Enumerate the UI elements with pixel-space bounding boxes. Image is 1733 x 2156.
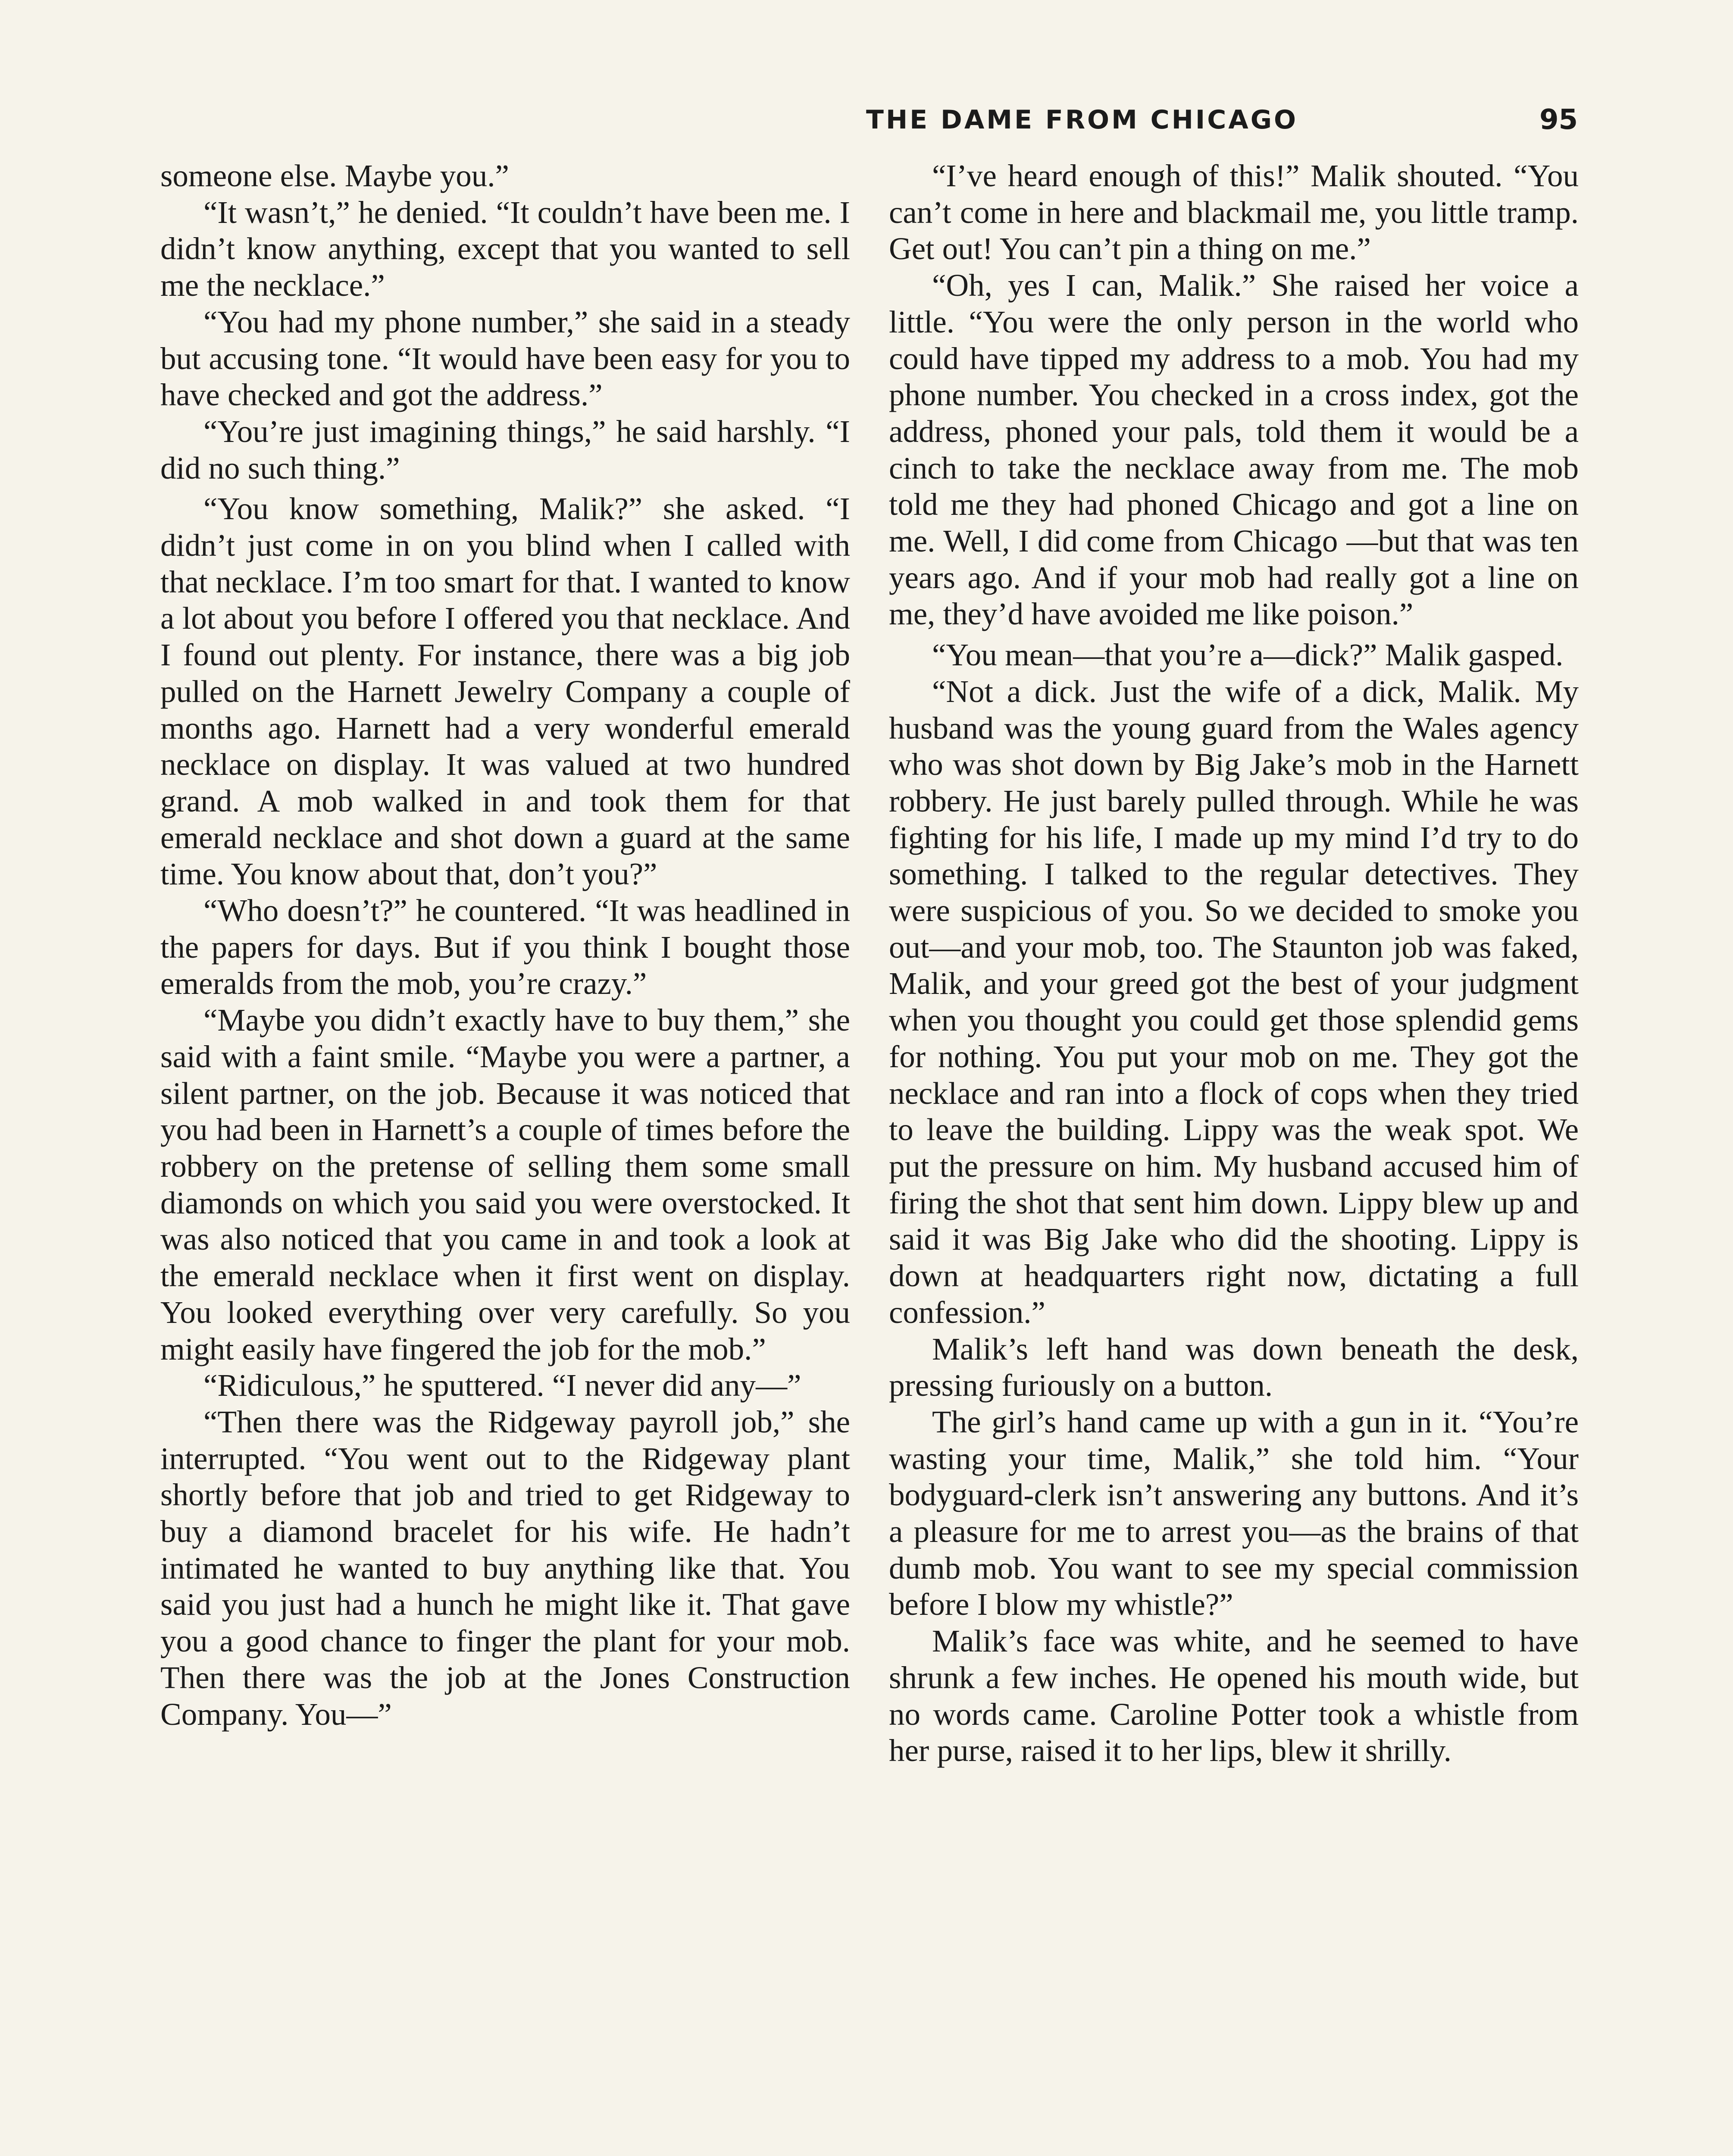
paragraph: “You’re just imagining things,” he said harshly. “I did no such thing.”	[160, 414, 850, 486]
paragraph: “You had my phone number,” she said in a steady but accusing tone. “It would have been easy for you to have checked and got the address.”	[160, 304, 850, 413]
right-text-column	[889, 158, 1579, 1769]
running-head: THE DAME FROM CHICAGO	[866, 105, 1298, 135]
paragraph: someone else. Maybe you.”	[160, 158, 509, 193]
paragraph: “You know something, Malik?” she asked. “I didn’t just come in on you blind when I called with that necklace. I’m too smart for that. I wanted to know a lot about you before I offered you that necklace. And I found out plenty. For instance, there was a big job pulled on the Harnett Jewelry Company a couple of months ago. Harnett had a very wonderful emerald necklace on display. It was valued at two hundred grand. A mob walked in and took them for that emerald necklace and shot down a guard at the same time. You know about that, don’t you?”	[160, 491, 850, 892]
page-number: 95	[1539, 104, 1578, 136]
paragraph: “Who doesn’t?” he countered. “It was headlined in the papers for days. But if you think I bought those emeralds from the mob, you’re crazy.”	[160, 893, 850, 1001]
left-text-column	[160, 158, 850, 1733]
paragraph: “Ridiculous,” he sputtered. “I never did any—”	[203, 1368, 801, 1403]
paragraph: Malik’s left hand was down beneath the desk, pressing furiously on a button.	[889, 1331, 1579, 1403]
paragraph: “I’ve heard enough of this!” Malik shouted. “You can’t come in here and blackmail me, you little tramp. Get out! You can’t pin a thing on me.”	[889, 158, 1579, 266]
paragraph: “Maybe you didn’t exactly have to buy them,” she said with a faint smile. “Maybe you were a partner, a silent partner, on the job. Because it was noticed that you had been in Harnett’s a couple of times before the robbery on the pretense of selling them some small diamonds on which you said you were overstocked. It was also noticed that you came in and took a look at the emerald necklace when it first went on display. You looked everything over very carefully. So you might easily have fingered the job for the mob.”	[160, 1003, 850, 1366]
paragraph: The girl’s hand came up with a gun in it. “You’re wasting your time, Malik,” she told him. “Your bodyguard-clerk isn’t answering any buttons. And it’s a pleasure for me to arrest you—as the brains of that dumb mob. You want to see my special commission before I blow my whistle?”	[889, 1404, 1579, 1622]
paragraph: Malik’s face was white, and he seemed to have shrunk a few inches. He opened his mouth wide, but no words came. Caroline Potter took a whistle from her purse, raised it to her lips, blew it shrilly.	[889, 1623, 1579, 1768]
paragraph: “Oh, yes I can, Malik.” She raised her voice a little. “You were the only person in the world who could have tipped my address to a mob. You had my phone number. You checked in a cross index, got the address, phoned your pals, told them it would be a cinch to take the necklace away from me. The mob told me they had phoned Chicago and got a line on me. Well, I did come from Chicago —but that was ten years ago. And if your mob had really got a line on me, they’d have avoided me like poison.”	[889, 268, 1579, 632]
paragraph: “You mean—that you’re a—dick?” Malik gasped.	[932, 637, 1564, 673]
paragraph: “Not a dick. Just the wife of a dick, Malik. My husband was the young guard from the Wales agency who was shot down by Big Jake’s mob in the Harnett robbery. He just barely pulled through. While he was fighting for his life, I made up my mind I’d try to do something. I talked to the regular detectives. They were suspicious of you. So we decided to smoke you out—and your mob, too. The Staunton job was faked, Malik, and your greed got the best of your judgment when you thought you could get those splendid gems for nothing. You put your mob on me. They got the necklace and ran into a flock of cops when they tried to leave the building. Lippy was the weak spot. We put the pressure on him. My husband accused him of firing the shot that sent him down. Lippy blew up and said it was Big Jake who did the shooting. Lippy is down at headquarters right now, dictating a full confession.”	[889, 674, 1579, 1330]
paragraph: “Then there was the Ridgeway payroll job,” she interrupted. “You went out to the Ridgeway plant shortly before that job and tried to get Ridgeway to buy a diamond bracelet for his wife. He hadn’t intimated he wanted to buy anything like that. You said you just had a hunch he might like it. That gave you a good chance to finger the plant for your mob. Then there was the job at the Jones Construction Company. You—”	[160, 1404, 850, 1732]
paragraph: “It wasn’t,” he denied. “It couldn’t have been me. I didn’t know anything, except that you wanted to sell me the necklace.”	[160, 194, 850, 303]
